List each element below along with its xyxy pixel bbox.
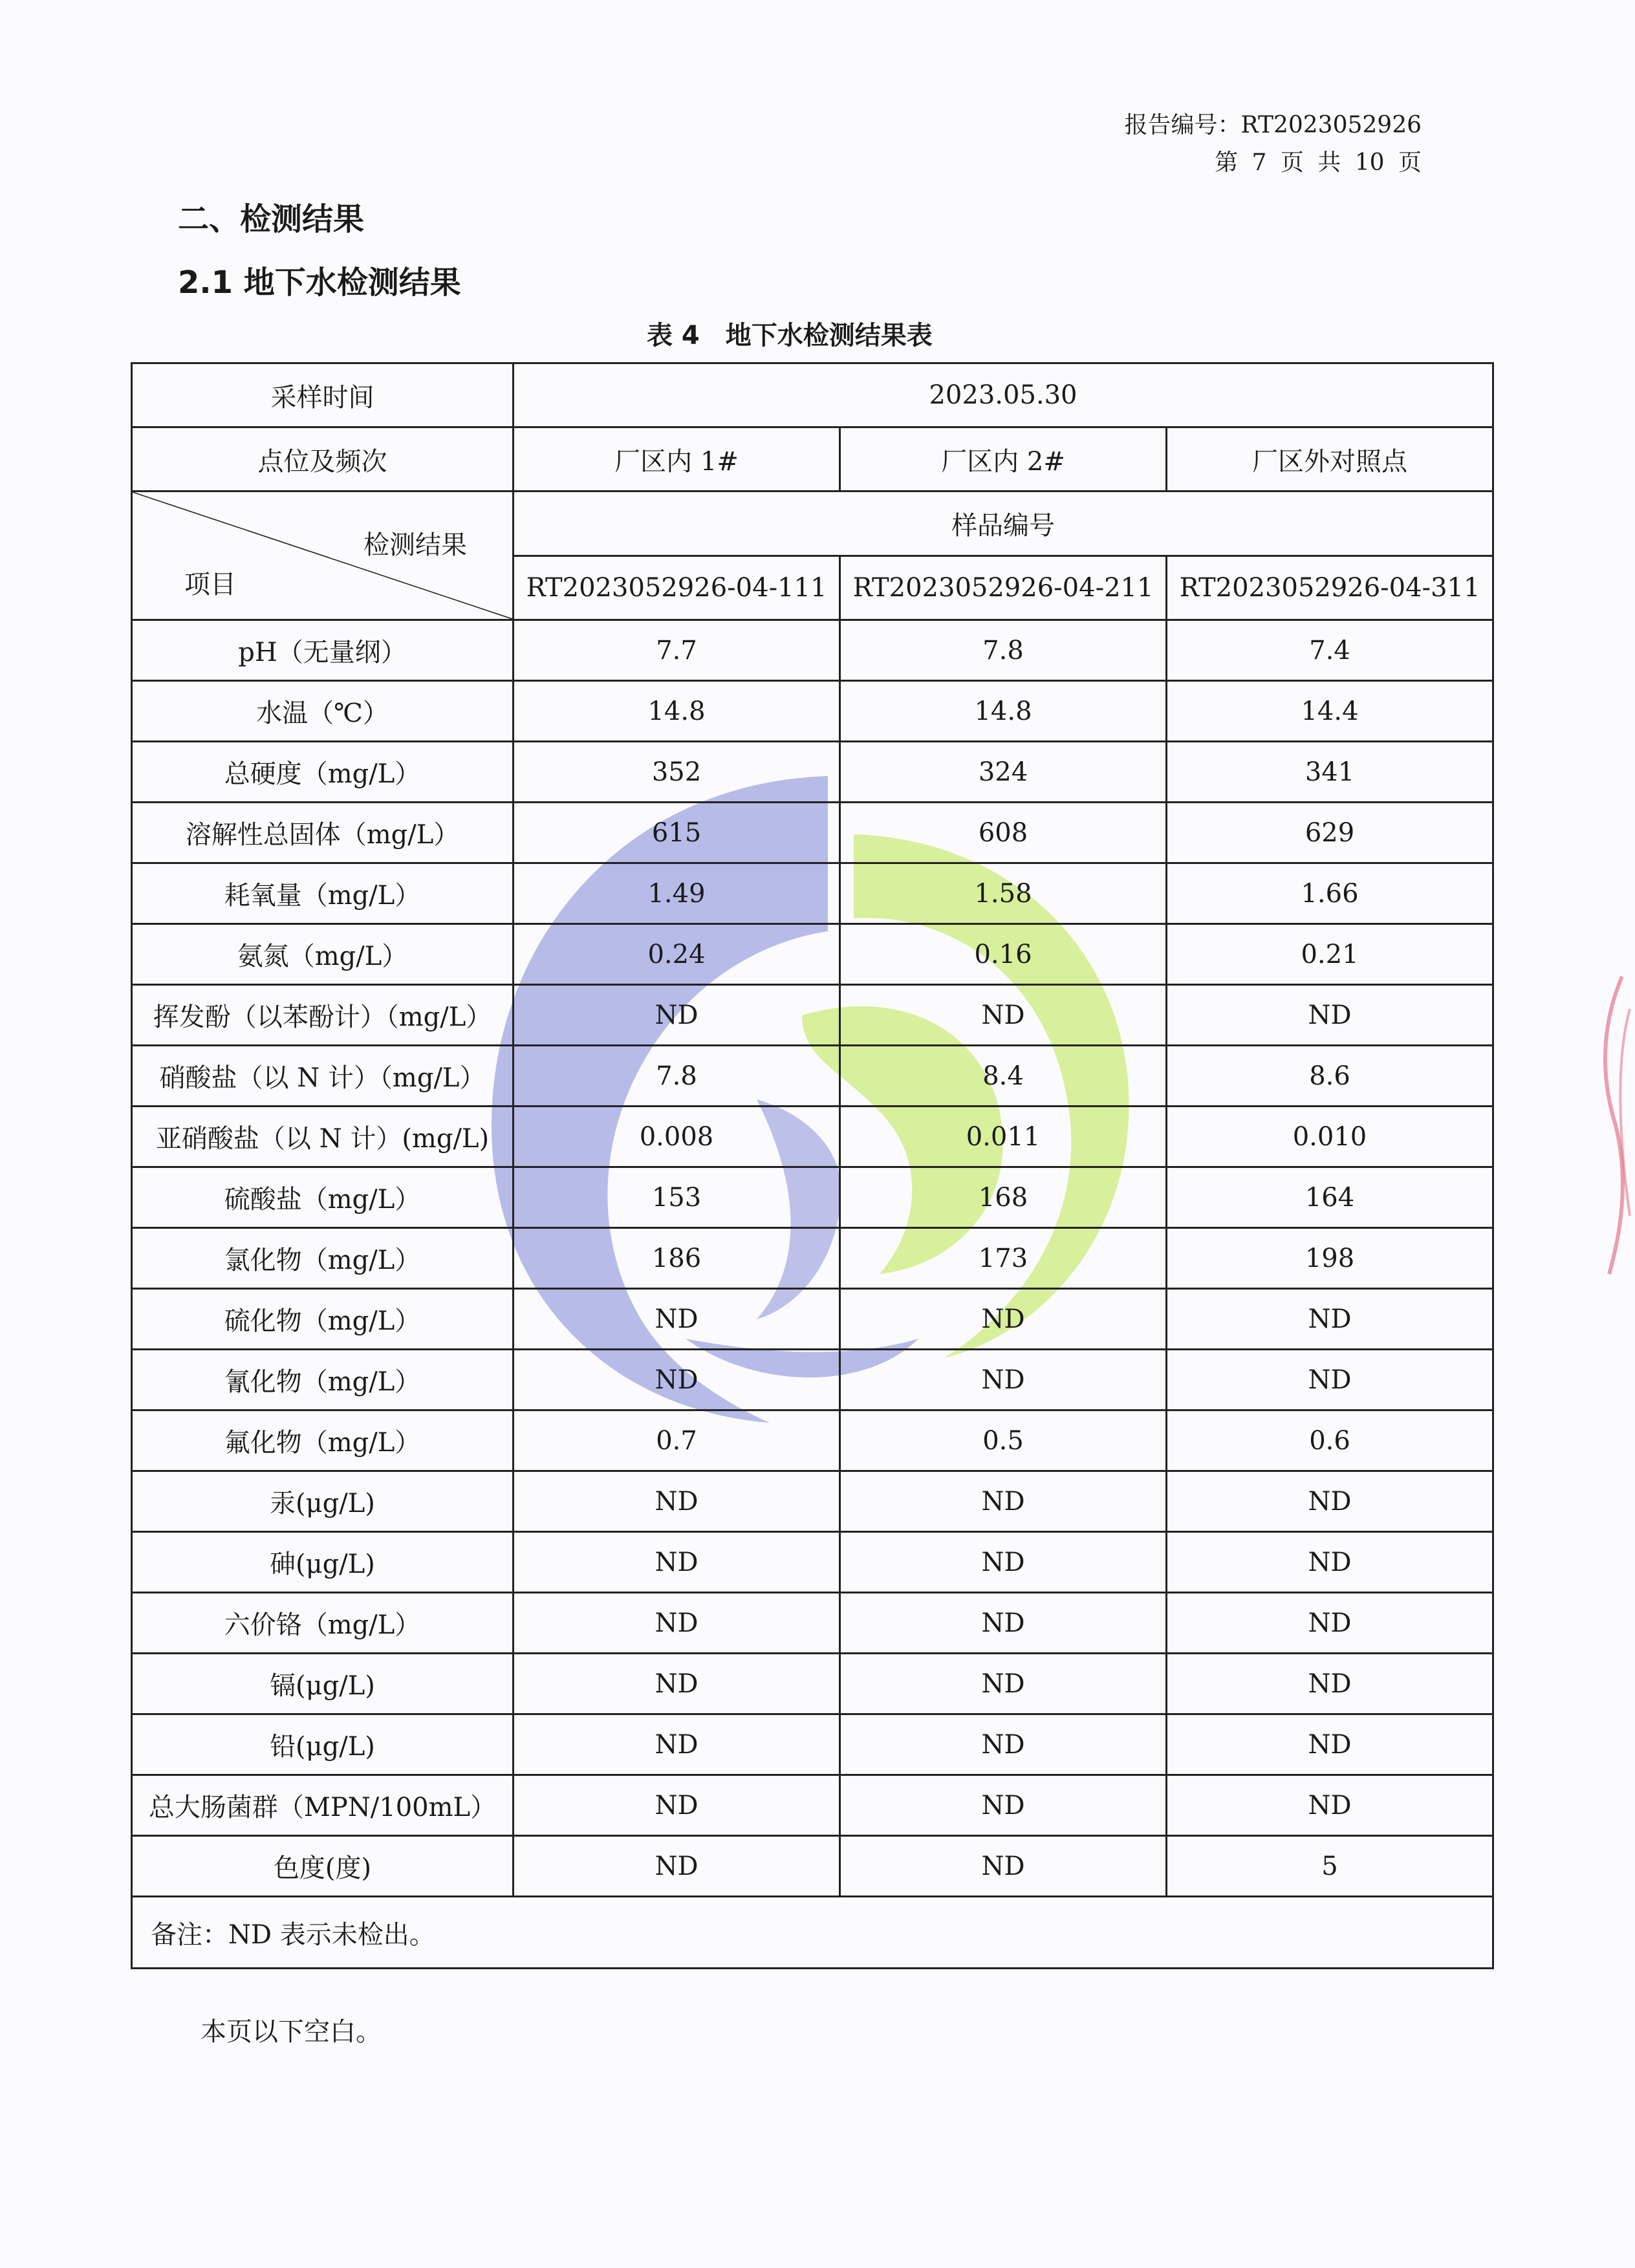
value-location-3: 198 <box>1167 1228 1493 1289</box>
value-location-2: ND <box>840 985 1167 1046</box>
value-location-3: 0.6 <box>1167 1410 1493 1471</box>
value-location-1: 0.008 <box>514 1107 840 1167</box>
item-cell: 硝酸盐（以 N 计）（mg/L） <box>132 1046 514 1107</box>
table-row <box>132 1228 1493 1289</box>
value-location-1: 186 <box>514 1228 840 1289</box>
table-row <box>132 1471 1493 1532</box>
value-location-1: ND <box>514 1289 840 1350</box>
diagonal-bottom-label: 项目 <box>184 570 236 599</box>
note-row <box>132 1897 1493 1969</box>
location-row <box>132 427 1493 491</box>
value-location-3: ND <box>1167 1471 1493 1532</box>
value-location-1: 0.7 <box>514 1410 840 1471</box>
location-1: 厂区内 1# <box>514 427 840 491</box>
value-location-1: ND <box>514 1532 840 1593</box>
value-location-2: ND <box>840 1532 1167 1593</box>
value-location-3: 8.6 <box>1167 1046 1493 1107</box>
value-location-3: ND <box>1167 1654 1493 1714</box>
item-cell: 镉(μg/L) <box>132 1654 514 1714</box>
sample-number-2: RT2023052926-04-211 <box>840 556 1167 620</box>
value-location-3: ND <box>1167 1775 1493 1836</box>
value-location-1: ND <box>514 1593 840 1654</box>
item-cell: 硫酸盐（mg/L） <box>132 1167 514 1228</box>
item-cell: 氯化物（mg/L） <box>132 1228 514 1289</box>
value-location-3: 0.21 <box>1167 924 1493 985</box>
value-location-2: ND <box>840 1836 1167 1897</box>
sample-number-3: RT2023052926-04-311 <box>1167 556 1493 620</box>
value-location-1: ND <box>514 1350 840 1410</box>
subsection-title: 2.1 地下水检测结果 <box>178 265 461 301</box>
table-row <box>132 1836 1493 1897</box>
value-location-2: ND <box>840 1350 1167 1410</box>
value-location-2: ND <box>840 1714 1167 1775</box>
table-row <box>132 985 1493 1046</box>
item-cell: 水温（℃） <box>132 681 514 742</box>
value-location-2: ND <box>840 1289 1167 1350</box>
value-location-2: 608 <box>840 803 1167 863</box>
value-location-2: ND <box>840 1654 1167 1714</box>
value-location-2: 324 <box>840 742 1167 803</box>
value-location-3: 341 <box>1167 742 1493 803</box>
value-location-3: 7.4 <box>1167 620 1493 681</box>
item-cell: 氟化物（mg/L） <box>132 1410 514 1471</box>
value-location-1: 352 <box>514 742 840 803</box>
value-location-1: ND <box>514 1471 840 1532</box>
sample-number-label: 样品编号 <box>514 491 1493 556</box>
value-location-3: ND <box>1167 1350 1493 1410</box>
location-2: 厂区内 2# <box>840 427 1167 491</box>
table-row <box>132 1532 1493 1593</box>
table-row <box>132 924 1493 985</box>
value-location-2: ND <box>840 1775 1167 1836</box>
sample-number-1: RT2023052926-04-111 <box>514 556 840 620</box>
table-row <box>132 1654 1493 1714</box>
sampling-time-label: 采样时间 <box>132 363 514 427</box>
value-location-1: 0.24 <box>514 924 840 985</box>
value-location-2: 7.8 <box>840 620 1167 681</box>
table-row <box>132 1167 1493 1228</box>
value-location-3: 629 <box>1167 803 1493 863</box>
section-title: 二、检测结果 <box>178 201 365 237</box>
table-row <box>132 1289 1493 1350</box>
table-note: 备注：ND 表示未检出。 <box>132 1897 1493 1969</box>
item-cell: 挥发酚（以苯酚计）（mg/L） <box>132 985 514 1046</box>
table-row <box>132 1046 1493 1107</box>
value-location-1: 7.8 <box>514 1046 840 1107</box>
table-row <box>132 863 1493 924</box>
value-location-1: 14.8 <box>514 681 840 742</box>
item-cell: 氨氮（mg/L） <box>132 924 514 985</box>
table-row <box>132 1593 1493 1654</box>
table-row <box>132 1107 1493 1167</box>
value-location-1: ND <box>514 1836 840 1897</box>
value-location-1: ND <box>514 1775 840 1836</box>
item-cell: 溶解性总固体（mg/L） <box>132 803 514 863</box>
sampling-time-value: 2023.05.30 <box>514 363 1493 427</box>
value-location-3: 5 <box>1167 1836 1493 1897</box>
item-cell: 色度(度) <box>132 1836 514 1897</box>
value-location-3: ND <box>1167 1714 1493 1775</box>
table-row <box>132 1714 1493 1775</box>
report-number: 报告编号：RT2023052926 <box>1124 112 1422 138</box>
value-location-3: ND <box>1167 985 1493 1046</box>
item-cell: 铅(μg/L) <box>132 1714 514 1775</box>
value-location-1: 7.7 <box>514 620 840 681</box>
tail-note: 本页以下空白。 <box>200 2017 382 2047</box>
value-location-3: 1.66 <box>1167 863 1493 924</box>
value-location-2: 0.011 <box>840 1107 1167 1167</box>
value-location-3: ND <box>1167 1289 1493 1350</box>
seal-stamp-fragment <box>1590 970 1635 1280</box>
diagonal-top-label: 检测结果 <box>363 530 467 560</box>
location-label: 点位及频次 <box>132 427 514 491</box>
value-location-2: 1.58 <box>840 863 1167 924</box>
value-location-2: 0.16 <box>840 924 1167 985</box>
value-location-3: ND <box>1167 1532 1493 1593</box>
location-3: 厂区外对照点 <box>1167 427 1493 491</box>
report-header <box>1124 107 1422 182</box>
value-location-2: 8.4 <box>840 1046 1167 1107</box>
value-location-2: 173 <box>840 1228 1167 1289</box>
table-row <box>132 803 1493 863</box>
item-cell: 总硬度（mg/L） <box>132 742 514 803</box>
value-location-2: 0.5 <box>840 1410 1167 1471</box>
value-location-1: ND <box>514 1654 840 1714</box>
value-location-2: ND <box>840 1471 1167 1532</box>
value-location-3: 14.4 <box>1167 681 1493 742</box>
value-location-1: 615 <box>514 803 840 863</box>
table-row <box>132 681 1493 742</box>
item-cell: 汞(μg/L) <box>132 1471 514 1532</box>
results-table-wrapper <box>131 362 1494 1969</box>
value-location-1: 153 <box>514 1167 840 1228</box>
value-location-3: 164 <box>1167 1167 1493 1228</box>
item-cell: 六价铬（mg/L） <box>132 1593 514 1654</box>
item-cell: 砷(μg/L) <box>132 1532 514 1593</box>
diagonal-header-cell <box>132 491 514 620</box>
item-cell: 硫化物（mg/L） <box>132 1289 514 1350</box>
table-row <box>132 620 1493 681</box>
value-location-1: 1.49 <box>514 863 840 924</box>
page-info: 第 7 页 共 10 页 <box>1215 149 1422 176</box>
sampling-time-row <box>132 363 1493 427</box>
value-location-2: 14.8 <box>840 681 1167 742</box>
value-location-1: ND <box>514 985 840 1046</box>
table-row <box>132 1775 1493 1836</box>
table-row <box>132 1350 1493 1410</box>
value-location-3: 0.010 <box>1167 1107 1493 1167</box>
item-cell: 总大肠菌群（MPN/100mL） <box>132 1775 514 1836</box>
sample-number-label-row <box>132 491 1493 556</box>
table-caption: 表 4 地下水检测结果表 <box>647 321 933 351</box>
table-row <box>132 1410 1493 1471</box>
item-cell: 氰化物（mg/L） <box>132 1350 514 1410</box>
value-location-2: 168 <box>840 1167 1167 1228</box>
value-location-3: ND <box>1167 1593 1493 1654</box>
value-location-1: ND <box>514 1714 840 1775</box>
results-table <box>131 362 1494 1969</box>
item-cell: pH（无量纲） <box>132 620 514 681</box>
item-cell: 亚硝酸盐（以 N 计）(mg/L) <box>132 1107 514 1167</box>
item-cell: 耗氧量（mg/L） <box>132 863 514 924</box>
value-location-2: ND <box>840 1593 1167 1654</box>
table-row <box>132 742 1493 803</box>
